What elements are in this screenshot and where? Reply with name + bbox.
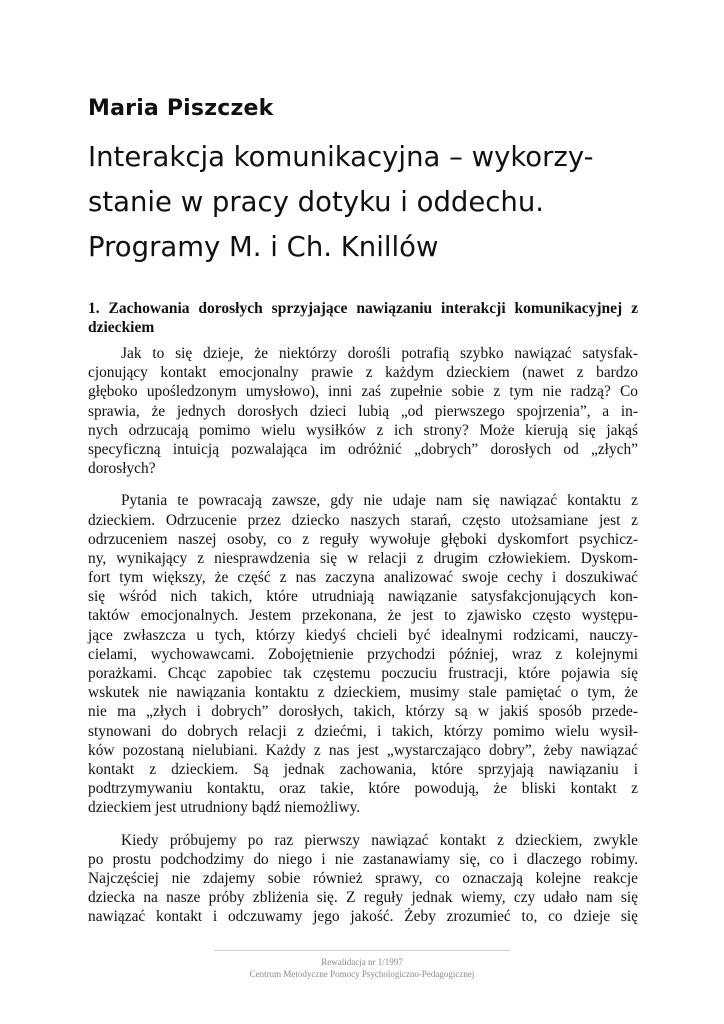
text-line: Pytania te powracają zawsze, gdy nie udaje nam się nawiązać kontaktu z — [121, 492, 638, 510]
text-line: dzieckiem jest utrudniony bądź niemożliwy. — [88, 799, 361, 817]
paragraph — [88, 831, 638, 927]
text-line: ny, wynikający z niesprawdzenia się w relacji z drugim człowiekiem. Dyskom- — [88, 549, 638, 567]
text-line: cjonujący kontakt emocjonalny prawie z każdym dzieckiem (nawet z bardzo — [88, 364, 638, 382]
section-heading: 1. Zachowania dorosłych sprzyjające nawiązaniu interakcji komunikacyjnej z dzieckiem — [88, 300, 638, 336]
text-line: po prostu podchodzimy do niego i nie zastanawiamy się, co i dlaczego robimy. — [88, 850, 638, 868]
title-line: Interakcja komunikacyjna – wykorzy- — [88, 141, 594, 173]
document-title — [88, 135, 648, 270]
title-line: Programy M. i Ch. Knillów — [88, 231, 439, 263]
text-line: głęboko upośledzonym umysłowo), inni zaś zupełnie sobie z tym nie radzą? Co — [88, 383, 638, 401]
text-line: dzieckiem. Odrzucenie przez dziecko naszych starań, często utożsamiane jest z — [88, 511, 638, 529]
text-line: wskutek nie nawiązania kontaktu z dzieckiem, musimy stale pamiętać o tym, że — [88, 684, 638, 702]
paragraph — [88, 491, 638, 817]
text-line: podtrzymywaniu kontaktu, oraz takie, które powodują, że bliski kontakt z — [88, 780, 638, 798]
text-line: ków pozostaną nielubiani. Każdy z nas jest „wystarczająco dobry”, żeby nawiązać — [88, 741, 638, 759]
text-line: fort tym większy, że część z nas zaczyna analizować swoje cechy i doszukiwać — [88, 569, 638, 587]
text-line: specyficzną intuicją pozwalająca im odróżnić „dobrych” dorosłych od „złych” — [88, 440, 638, 458]
text-line: porażkami. Chcąc zapobiec tak częstemu poczuciu frustracji, które pojawia się — [88, 665, 638, 682]
text-line: stynowani do dobrych relacji z dziećmi, i takich, którzy pomimo wielu wysił- — [88, 722, 638, 740]
footer-publisher: Centrum Metodyczne Pomocy Psychologiczno-Pedagogicznej — [249, 969, 475, 979]
footer-journal: Rewalidacja nr 1/1997 — [321, 957, 403, 967]
text-line: Jak to się dzieje, że niektórzy dorośli potrafią szybko nawiązać satysfak- — [121, 345, 638, 362]
text-line: taktów emocjonalnych. Jestem przekonana, że jest to zjawisko często występu- — [88, 607, 638, 625]
text-line: nawiązać kontakt i odczuwamy jego jakość. Żeby zrozumieć to, co dzieje się — [88, 908, 638, 926]
text-line: kontakt z dzieckiem. Są jednak zachowania, które sprzyjają nawiązaniu i — [88, 760, 638, 778]
text-line: nych odrzucają pomimo wielu wysiłków z ich strony? Może kierują się jakąś — [88, 421, 638, 439]
text-line: jące zwłaszcza u tych, którzy kiedyś chcieli być idealnymi rodzicami, nauczy- — [88, 626, 638, 644]
title-line: stanie w pracy dotyku i oddechu. — [88, 186, 545, 218]
text-line: Kiedy próbujemy po raz pierwszy nawiązać kontakt z dzieckiem, zwykle — [121, 831, 638, 849]
text-line: odrzuceniem naszej osoby, co z reguły wywołuje głęboki dyskomfort psychicz- — [88, 530, 638, 548]
footer-divider — [214, 950, 510, 951]
text-line: dorosłych? — [88, 460, 156, 478]
author-name: Maria Piszczek — [88, 96, 274, 121]
body-text — [88, 344, 638, 939]
text-line: Najczęściej nie zdajemy sobie również sprawy, co oznaczają kolejne reakcje — [88, 869, 638, 887]
text-line: sprawia, że jednych dorosłych dzieci lubią „od pierwszego spojrzenia”, a in- — [88, 402, 638, 420]
text-line: cielami, wychowawcami. Zobojętnienie przychodzi później, wraz z kolejnymi — [88, 645, 638, 663]
paragraph — [88, 344, 638, 478]
text-line: dziecka na nasze próby zbliżenia się. Z reguły jednak wiemy, czy udało nam się — [88, 889, 638, 907]
text-line: nie ma „złych i dobrych” dorosłych, takich, którzy są w jakiś sposób przede- — [88, 703, 638, 721]
text-line: się wśród nich takich, które utrudniają nawiązanie satysfakcjonujących kon- — [88, 588, 638, 606]
